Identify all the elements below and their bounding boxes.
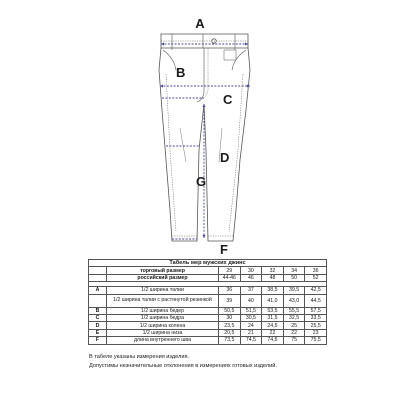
- value-cell: 24: [240, 322, 262, 329]
- row-name: 1/2 ширина талии: [107, 287, 219, 294]
- value-cell: 30: [219, 314, 241, 321]
- value-cell: 57,5: [305, 307, 327, 314]
- row-name: 1/2 ширина колена: [107, 322, 219, 329]
- jeans-outline: [159, 34, 250, 241]
- header-row-russian-size: [89, 274, 327, 281]
- label-d: D: [220, 150, 230, 165]
- table-row: [89, 314, 327, 321]
- size-cell: 36: [305, 267, 327, 274]
- measurement-lines: [160, 44, 250, 239]
- value-cell: 43,0: [283, 294, 305, 307]
- size-cell: 50: [283, 274, 305, 281]
- label-c: C: [223, 92, 233, 107]
- value-cell: 75: [283, 337, 305, 344]
- note-tolerance: Допустимы незначительные отклонения в измерениях готовых изделий.: [89, 363, 277, 369]
- value-cell: 20,5: [219, 329, 241, 336]
- row-name: 1/2 ширина низа: [107, 329, 219, 336]
- row-name: длина внутреннего шва: [107, 337, 219, 344]
- table-title-row: [89, 260, 327, 267]
- table-row: [89, 337, 327, 344]
- value-cell: 22: [283, 329, 305, 336]
- value-cell: 40: [240, 294, 262, 307]
- table-row: [89, 322, 327, 329]
- value-cell: 38,5: [262, 287, 284, 294]
- row-name: 1/2 ширина бедер: [107, 307, 219, 314]
- row-name: 1/2 ширина бедра: [107, 314, 219, 321]
- label-a: A: [195, 16, 205, 31]
- table-row: [89, 294, 327, 307]
- value-cell: 22: [262, 329, 284, 336]
- table-row: [89, 329, 327, 336]
- size-cell: 46: [240, 274, 262, 281]
- value-cell: 53,5: [262, 307, 284, 314]
- value-cell: 50,5: [219, 307, 241, 314]
- size-cell: 44-46: [219, 274, 241, 281]
- value-cell: 74,5: [262, 337, 284, 344]
- value-cell: 31,5: [262, 314, 284, 321]
- table-row: [89, 287, 327, 294]
- size-cell: 32: [262, 267, 284, 274]
- row-name: 1/2 ширина талии с растянутой резинкой: [107, 294, 219, 307]
- value-cell: 39,5: [283, 287, 305, 294]
- size-cell: 52: [305, 274, 327, 281]
- value-cell: 23: [305, 329, 327, 336]
- row-code: C: [89, 314, 107, 321]
- header-label-trade-size: торговый размер: [107, 267, 219, 274]
- table-title: Табель мер мужских джинс: [89, 260, 327, 267]
- row-code: [89, 294, 107, 307]
- label-f: F: [220, 242, 228, 257]
- value-cell: 21: [240, 329, 262, 336]
- value-cell: 30,5: [240, 314, 262, 321]
- value-cell: 25: [283, 322, 305, 329]
- size-cell: 48: [262, 274, 284, 281]
- value-cell: 25,5: [305, 322, 327, 329]
- value-cell: 55,5: [283, 307, 305, 314]
- row-code: A: [89, 287, 107, 294]
- size-cell: 34: [283, 267, 305, 274]
- size-table: [88, 259, 327, 345]
- row-code: F: [89, 337, 107, 344]
- value-cell: 41,0: [262, 294, 284, 307]
- value-cell: 75,5: [305, 337, 327, 344]
- table-row: [89, 307, 327, 314]
- row-code: B: [89, 307, 107, 314]
- header-label-russian-size: российский размер: [107, 274, 219, 281]
- value-cell: 44,5: [305, 294, 327, 307]
- value-cell: 42,5: [305, 287, 327, 294]
- value-cell: 74,5: [240, 337, 262, 344]
- value-cell: 24,5: [262, 322, 284, 329]
- value-cell: 51,5: [240, 307, 262, 314]
- value-cell: 73,5: [219, 337, 241, 344]
- value-cell: 36: [219, 287, 241, 294]
- value-cell: 33,5: [305, 314, 327, 321]
- value-cell: 39: [219, 294, 241, 307]
- row-code: D: [89, 322, 107, 329]
- row-code: E: [89, 329, 107, 336]
- label-b: B: [176, 65, 186, 80]
- size-cell: 29: [219, 267, 241, 274]
- label-g: G: [196, 174, 207, 189]
- note-measurements: В табеле указаны измерения изделия.: [89, 354, 190, 360]
- header-row-trade-size: [89, 267, 327, 274]
- size-cell: 30: [240, 267, 262, 274]
- value-cell: 23,5: [219, 322, 241, 329]
- value-cell: 32,5: [283, 314, 305, 321]
- value-cell: 37: [240, 287, 262, 294]
